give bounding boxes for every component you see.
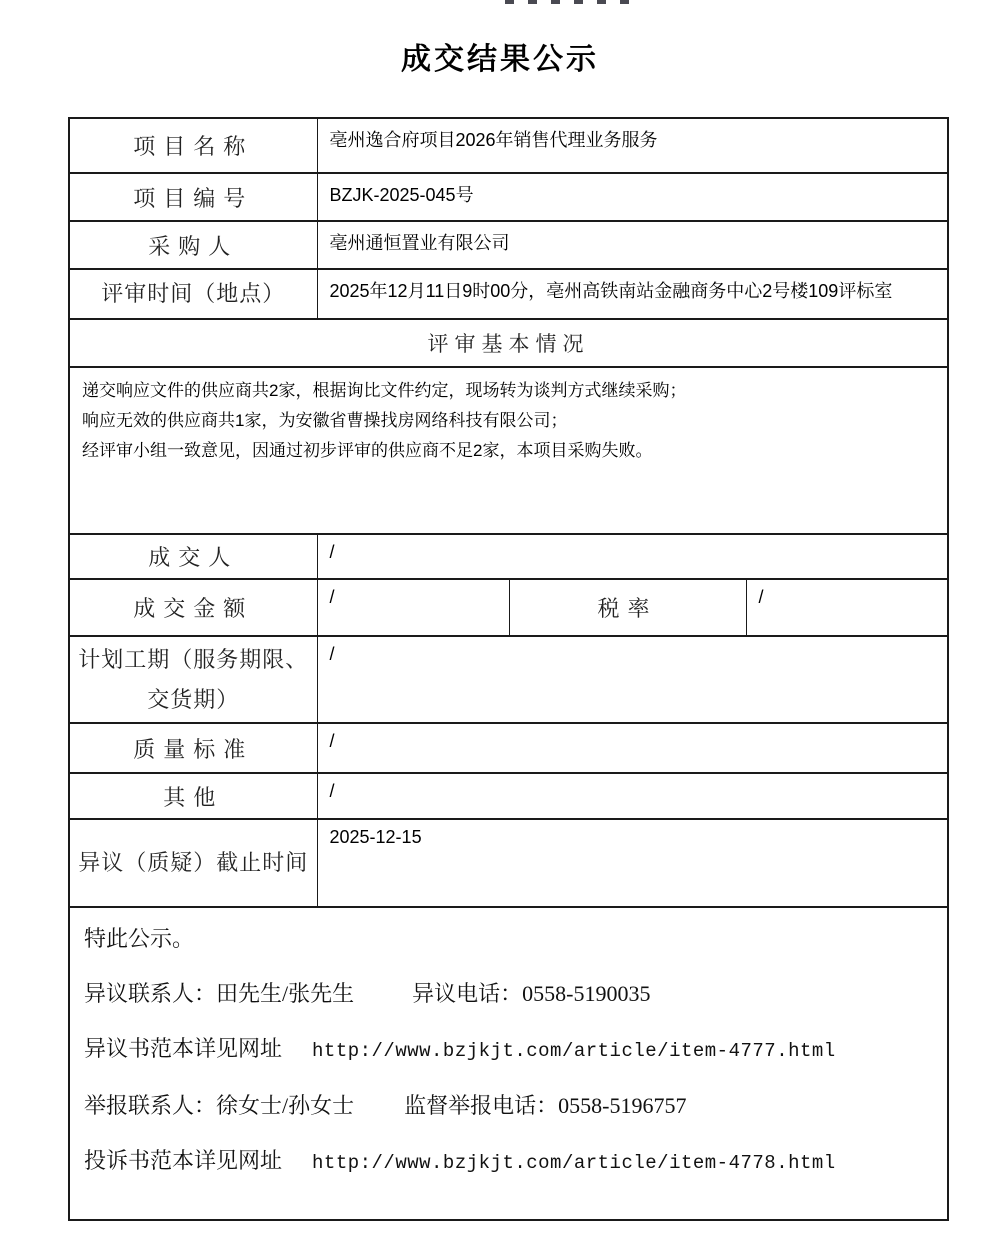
objection-contact: 异议联系人：田先生/张先生 — [84, 981, 355, 1006]
page-title: 成交结果公示 — [401, 42, 599, 77]
table-row — [69, 221, 948, 269]
review-detail-block — [69, 367, 948, 534]
purchaser-label: 采购人 — [69, 221, 317, 269]
report-contact-line — [84, 1091, 933, 1121]
other-value: / — [317, 773, 948, 819]
duration-label: 计划工期（服务期限、交货期） — [69, 636, 317, 723]
clipped-text-fragment — [505, 0, 643, 4]
complaint-template-line — [84, 1146, 933, 1178]
table-row — [69, 636, 948, 723]
tax-rate-label: 税率 — [509, 579, 746, 636]
announcement-table — [68, 117, 949, 1221]
review-time-value: 2025年12月11日9时00分，亳州高铁南站金融商务中心2号楼109评标室 — [317, 269, 948, 319]
objection-deadline-value: 2025-12-15 — [317, 819, 948, 907]
amount-label: 成交金额 — [69, 579, 317, 636]
project-name-value: 亳州逸合府项目2026年销售代理业务服务 — [317, 118, 948, 173]
winner-value: / — [317, 534, 948, 579]
purchaser-value: 亳州通恒置业有限公司 — [317, 221, 948, 269]
report-contact: 举报联系人：徐女士/孙女士 — [84, 1093, 355, 1118]
review-detail-line: 响应无效的供应商共1家，为安徽省曹操找房网络科技有限公司； — [82, 411, 568, 430]
objection-template-url: http://www.bzjkjt.com/article/item-4777.html — [312, 1040, 836, 1062]
objection-contact-line — [84, 979, 933, 1009]
table-row — [69, 367, 948, 534]
objection-template-line — [84, 1034, 933, 1066]
table-row — [69, 269, 948, 319]
table-row — [69, 723, 948, 773]
review-section-header: 评审基本情况 — [69, 319, 948, 367]
table-row — [69, 173, 948, 221]
objection-template-label: 异议书范本详见网址 — [84, 1036, 283, 1061]
objection-phone: 异议电话：0558-5190035 — [412, 981, 651, 1006]
review-detail-line: 经评审小组一致意见，因通过初步评审的供应商不足2家，本项目采购失败。 — [82, 441, 653, 460]
tax-rate-value: / — [746, 579, 948, 636]
amount-value: / — [317, 579, 509, 636]
notice-text: 特此公示。 — [84, 926, 195, 951]
project-name-label: 项目名称 — [69, 118, 317, 173]
table-row — [69, 118, 948, 173]
table-row — [69, 319, 948, 367]
objection-deadline-label: 异议（质疑）截止时间 — [69, 819, 317, 907]
review-time-label: 评审时间（地点） — [69, 269, 317, 319]
winner-label: 成交人 — [69, 534, 317, 579]
duration-value: / — [317, 636, 948, 723]
table-row — [69, 819, 948, 907]
table-row — [69, 907, 948, 1220]
table-row — [69, 579, 948, 636]
complaint-template-url: http://www.bzjkjt.com/article/item-4778.html — [312, 1152, 836, 1174]
quality-standard-label: 质量标准 — [69, 723, 317, 773]
table-row — [69, 534, 948, 579]
report-phone: 监督举报电话：0558-5196757 — [404, 1093, 687, 1118]
project-no-label: 项目编号 — [69, 173, 317, 221]
review-detail-line: 递交响应文件的供应商共2家，根据询比文件约定，现场转为谈判方式继续采购； — [82, 381, 687, 400]
footer-block — [69, 907, 948, 1220]
other-label: 其他 — [69, 773, 317, 819]
complaint-template-label: 投诉书范本详见网址 — [84, 1148, 283, 1173]
table-row — [69, 773, 948, 819]
project-no-value: BZJK-2025-045号 — [317, 173, 948, 221]
quality-standard-value: / — [317, 723, 948, 773]
